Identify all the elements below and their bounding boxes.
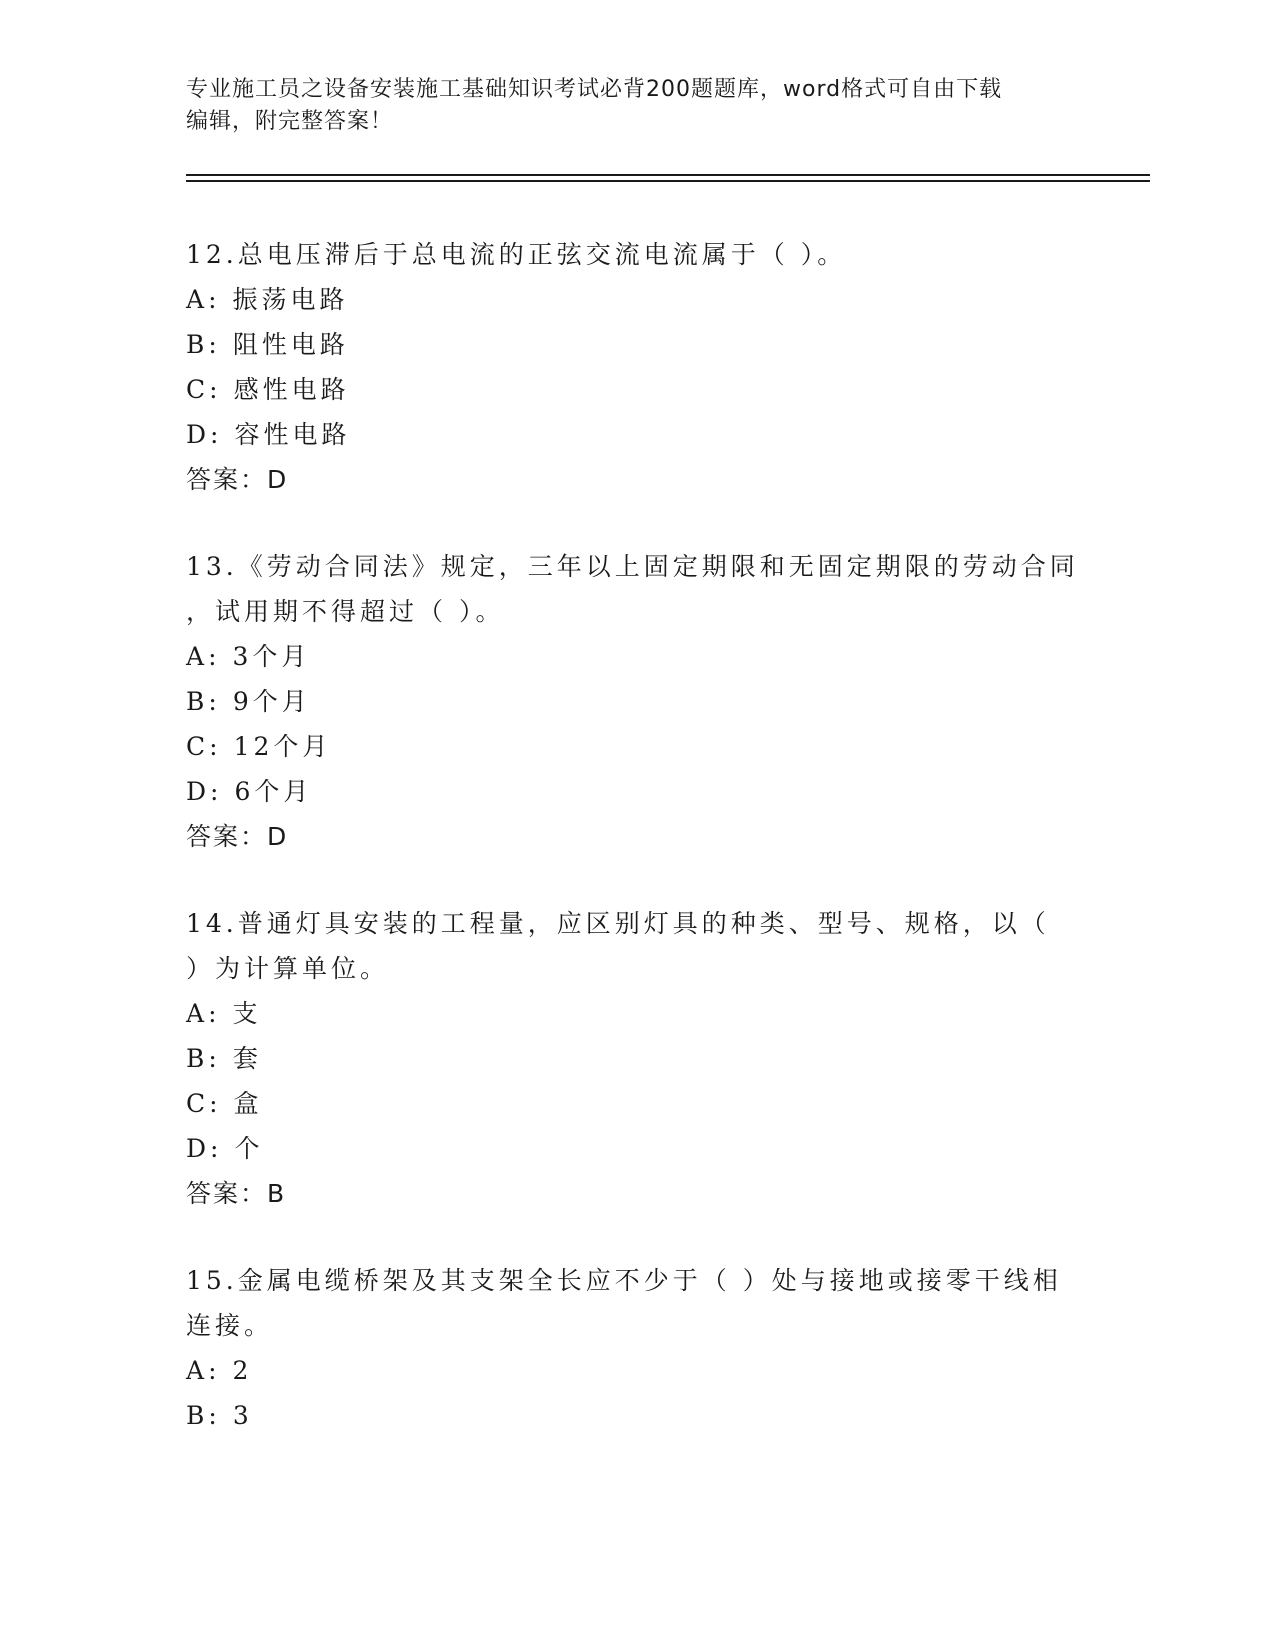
question-12	[186, 232, 1086, 502]
document-header	[186, 74, 1066, 138]
option-c: C: 12个月	[186, 732, 332, 761]
question-stem-line-2: ）为计算单位。	[186, 954, 390, 983]
question-14	[186, 901, 1086, 1216]
option-a: A: 支	[186, 999, 262, 1028]
question-stem-line-1: 15.金属电缆桥架及其支架全长应不少于（ ）处与接地或接零干线相	[186, 1266, 1062, 1295]
header-line-1: 专业施工员之设备安装施工基础知识考试必背200题题库，word格式可自由下载	[186, 77, 1003, 102]
option-b: B: 9个月	[186, 687, 311, 716]
question-stem-line-1: 14.普通灯具安装的工程量，应区别灯具的种类、型号、规格，以（	[186, 909, 1050, 938]
question-15	[186, 1258, 1086, 1438]
header-rule-bottom	[186, 180, 1150, 182]
option-d: D: 个	[186, 1134, 264, 1163]
question-stem: 12.总电压滞后于总电流的正弦交流电流属于（ ）。	[186, 240, 847, 269]
option-d: D: 容性电路	[186, 420, 351, 449]
option-a: A: 振荡电路	[186, 285, 349, 314]
option-c: C: 盒	[186, 1089, 263, 1118]
option-b: B: 3	[186, 1401, 253, 1430]
question-stem-line-2: ，试用期不得超过（ ）。	[186, 597, 505, 626]
option-d: D: 6个月	[186, 777, 313, 806]
question-13	[186, 544, 1086, 859]
header-rule-top	[186, 174, 1150, 176]
header-line-2: 编辑，附完整答案！	[186, 109, 394, 134]
option-c: C: 感性电路	[186, 375, 350, 404]
answer-line: 答案：B	[186, 1179, 287, 1208]
option-a: A: 3个月	[186, 642, 311, 671]
answer-line: 答案：D	[186, 822, 289, 851]
option-b: B: 套	[186, 1044, 262, 1073]
question-stem-line-2: 连接。	[186, 1311, 274, 1340]
option-a: A: 2	[186, 1356, 253, 1385]
answer-line: 答案：D	[186, 465, 289, 494]
question-stem-line-1: 13.《劳动合同法》规定，三年以上固定期限和无固定期限的劳动合同	[186, 552, 1079, 581]
option-b: B: 阻性电路	[186, 330, 349, 359]
question-list	[186, 232, 1086, 1480]
